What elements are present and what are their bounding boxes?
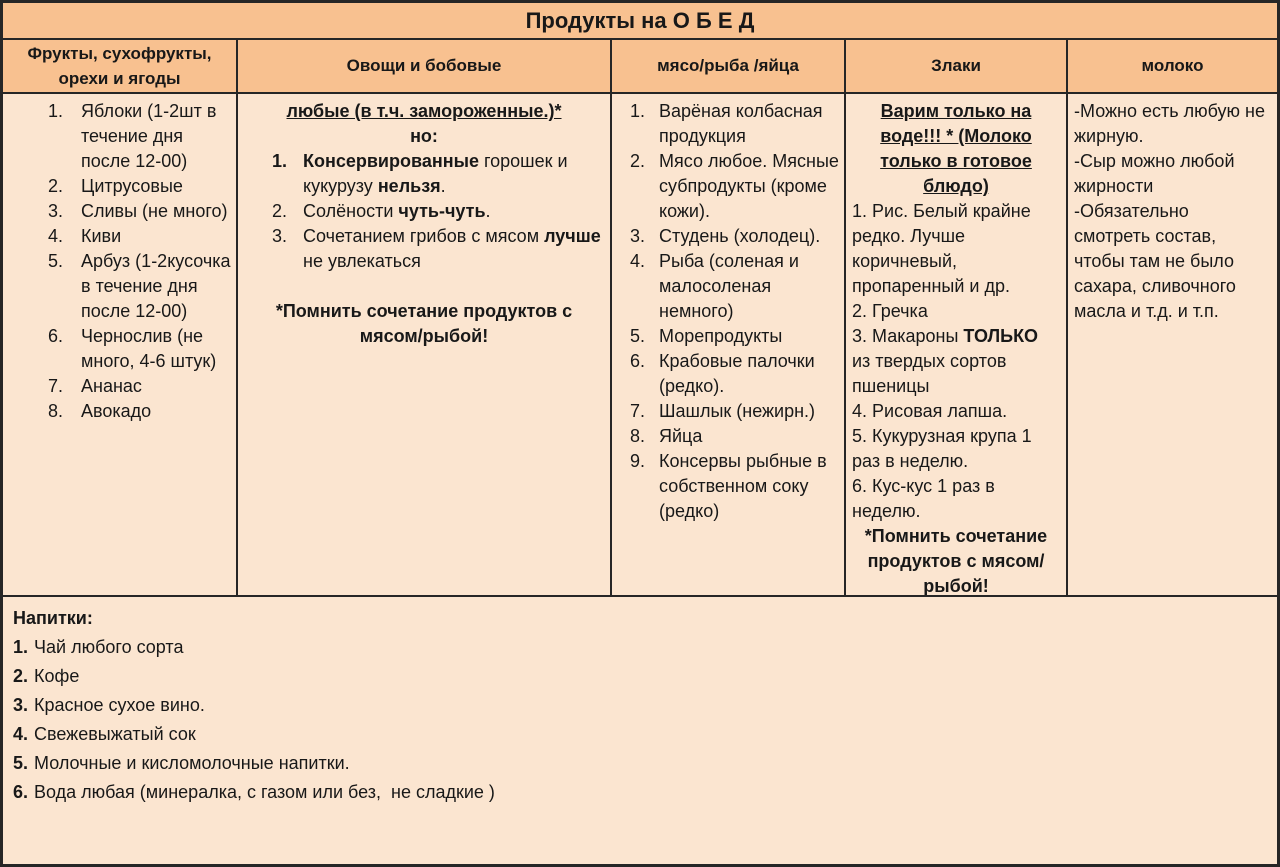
list-item — [241, 149, 607, 199]
item-text: Консервы рыбные в собственном соку (редко) — [659, 451, 827, 521]
item-number: 6. — [13, 782, 29, 802]
text-segment: ТОЛЬКО — [963, 326, 1039, 346]
grains-note: *Помнить сочетание продуктов с мясом/рыбой! — [864, 526, 1048, 595]
text-segment: 5. Кукурузная крупа 1 раз в неделю. — [852, 426, 1032, 471]
item-text: Шашлык (нежирн.) — [659, 401, 816, 421]
item-text: Молочные и кисломолочные напитки. — [34, 753, 350, 773]
item-number: 5. — [13, 753, 29, 773]
column-header-fruits: Фрукты, сухофрукты, орехи и ягоды — [3, 40, 238, 93]
list-item — [241, 224, 607, 274]
item-text — [303, 149, 601, 199]
column-header-milk: молоко — [1141, 56, 1204, 76]
item-text: Чай любого сорта — [34, 637, 184, 657]
item-text: Рыба (соленая и малосоленая немного) — [659, 251, 799, 321]
drinks-heading: Напитки: — [13, 608, 93, 628]
item-text: Варёная колбасная продукция — [659, 101, 823, 146]
list-item — [615, 224, 841, 249]
list-item — [6, 374, 233, 399]
item-text: Вода любая (минералка, с газом или без, не сладкие ) — [34, 782, 495, 802]
item-number: 1. — [272, 151, 288, 171]
list-item — [615, 449, 841, 524]
list-item — [852, 324, 1060, 399]
item-number: 7. — [630, 401, 646, 421]
list-item — [6, 399, 233, 424]
item-number: 8. — [630, 426, 646, 446]
milk-cell — [1068, 94, 1277, 595]
text-segment: 3. Макароны — [852, 326, 964, 346]
list-item — [615, 399, 841, 424]
text-segment: Солёности — [303, 201, 399, 221]
fruits-cell — [3, 94, 238, 595]
item-number: 3. — [272, 226, 288, 246]
meat-fish-eggs-cell — [612, 94, 846, 595]
item-text: Морепродукты — [659, 326, 783, 346]
item-text: Авокадо — [81, 401, 152, 421]
item-number: 2. — [272, 201, 288, 221]
text-segment: горошек и кукурузу — [303, 151, 568, 196]
milk-line: -Можно есть любую не жирную. — [1074, 101, 1265, 146]
item-number: 9. — [630, 451, 646, 471]
list-item — [13, 662, 1267, 691]
column-header-row — [3, 40, 1277, 94]
list-item — [615, 324, 841, 349]
text-segment: не увлекаться — [303, 251, 421, 271]
text-segment: 1. Рис. Белый крайне редко. Лучше коричневый, пропаренный и др. — [852, 201, 1031, 296]
item-text: Свежевыжатый сок — [34, 724, 196, 744]
list-item — [852, 299, 1060, 324]
item-text — [303, 199, 491, 224]
list-item — [852, 424, 1060, 474]
item-number: 1. — [48, 101, 64, 121]
item-text: Кофе — [34, 666, 80, 686]
text-segment: . — [485, 201, 491, 221]
column-header-grains: Злаки — [846, 40, 1068, 93]
table-body-row — [3, 94, 1277, 597]
milk-line: -Обязательно смотреть состав, чтобы там не было сахара, сливочного масла и т.д. и т.п. — [1074, 201, 1236, 321]
item-text: Студень (холодец). — [659, 226, 821, 246]
item-number: 3. — [630, 226, 646, 246]
item-number: 4. — [13, 724, 29, 744]
list-item — [6, 324, 233, 374]
item-number: 6. — [48, 326, 64, 346]
list-item — [615, 249, 841, 324]
item-number: 2. — [13, 666, 29, 686]
item-number: 4. — [630, 251, 646, 271]
item-text: Цитрусовые — [81, 176, 183, 196]
list-item — [852, 474, 1060, 524]
list-item — [13, 778, 1267, 807]
list-item — [6, 224, 233, 249]
list-item — [13, 720, 1267, 749]
item-number: 7. — [48, 376, 64, 396]
table-title: Продукты на О Б Е Д — [3, 3, 1277, 40]
item-text: Крабовые палочки (редко). — [659, 351, 815, 396]
text-segment: 4. Рисовая лапша. — [852, 401, 1008, 421]
list-item — [13, 633, 1267, 662]
item-number: 2. — [630, 151, 646, 171]
item-text: Киви — [81, 226, 122, 246]
text-segment: лучше — [544, 226, 601, 246]
text-segment: чуть-чуть — [398, 201, 486, 221]
vegetables-cell — [238, 94, 612, 595]
item-text — [303, 224, 601, 274]
item-number: 3. — [13, 695, 29, 715]
text-segment: из твердых сортов пшеницы — [852, 351, 1007, 396]
vegetables-note: *Помнить сочетание продуктов с мясом/рыбой! — [275, 301, 573, 346]
list-item — [615, 349, 841, 399]
list-item — [6, 99, 233, 174]
item-text: Красное сухое вино. — [34, 695, 205, 715]
item-text: Сливы (не много) — [81, 201, 228, 221]
item-number: 4. — [48, 226, 64, 246]
list-item — [6, 249, 233, 324]
text-segment: 6. Кус-кус 1 раз в неделю. — [852, 476, 995, 521]
item-number: 2. — [48, 176, 64, 196]
list-item — [852, 199, 1060, 299]
text-segment: Сочетанием грибов с мясом — [303, 226, 545, 246]
drinks-section — [3, 597, 1277, 864]
list-item — [6, 174, 233, 199]
list-item — [13, 691, 1267, 720]
item-text: Чернослив (не много, 4-6 штук) — [81, 326, 217, 371]
list-item — [241, 199, 607, 224]
item-text: Яйца — [659, 426, 703, 446]
item-number: 6. — [630, 351, 646, 371]
item-number: 5. — [630, 326, 646, 346]
list-item — [615, 424, 841, 449]
item-text: Ананас — [81, 376, 142, 396]
item-number: 5. — [48, 251, 64, 271]
text-segment: 2. Гречка — [852, 301, 928, 321]
item-number: 3. — [48, 201, 64, 221]
list-item — [615, 99, 841, 149]
list-item — [6, 199, 233, 224]
item-text: Арбуз (1-2кусочка в течение дня после 12-00) — [81, 251, 231, 321]
vegetables-but-label: но: — [410, 126, 438, 146]
list-item — [615, 149, 841, 224]
item-text: Мясо любое. Мясные субпродукты (кроме кожи). — [659, 151, 839, 221]
grains-heading: Варим только на воде!!! * (Молоко только в готовое блюдо) — [880, 101, 1032, 196]
item-number: 1. — [630, 101, 646, 121]
item-number: 1. — [13, 637, 29, 657]
column-header-vegetables: Овощи и бобовые — [238, 40, 612, 93]
vegetables-heading: любые (в т.ч. замороженные.)* — [286, 101, 562, 121]
text-segment: нельзя — [377, 176, 441, 196]
list-item — [852, 399, 1060, 424]
text-segment: . — [440, 176, 446, 196]
item-number: 8. — [48, 401, 64, 421]
column-header-meat-fish-eggs: мясо/рыба /яйца — [612, 40, 846, 93]
list-item — [13, 749, 1267, 778]
grains-cell — [846, 94, 1068, 595]
text-segment: Консервированные — [303, 151, 479, 171]
item-text: Яблоки (1-2шт в течение дня после 12-00) — [81, 101, 217, 171]
milk-line: -Сыр можно любой жирности — [1074, 151, 1235, 196]
